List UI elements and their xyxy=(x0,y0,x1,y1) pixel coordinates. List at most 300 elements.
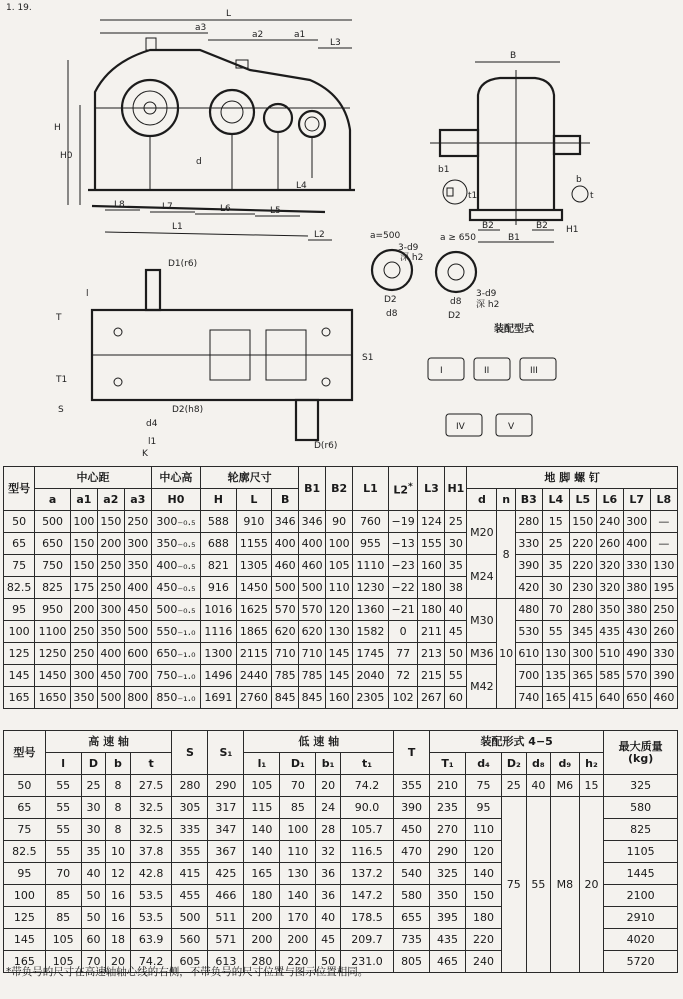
table1-row xyxy=(4,621,678,643)
flange-right-D2: D2 xyxy=(448,311,461,321)
bolt-value-cell: 510 xyxy=(596,643,623,665)
bolt-d-cell: M20 xyxy=(467,511,497,555)
high-speed-cell: 70 xyxy=(45,863,81,885)
table1-center-height-header: 中心高 xyxy=(151,467,200,489)
table1-value-cell: 150 xyxy=(70,555,97,577)
table1-row xyxy=(4,599,678,621)
high-speed-cell: 18 xyxy=(106,929,131,951)
table1-value-cell: 400 xyxy=(124,577,151,599)
flange-left-D2: D2 xyxy=(384,295,397,305)
S1-cell: 425 xyxy=(208,863,244,885)
table1-value-cell: 180 xyxy=(418,599,445,621)
table1-value-cell: 350 xyxy=(70,687,97,709)
bolt-d-cell: M36 xyxy=(467,643,497,665)
flange-right-title: a ≥ 650 xyxy=(440,233,476,243)
table1-value-cell: 1582 xyxy=(353,621,389,643)
dim-L: L xyxy=(226,9,232,19)
table1-value-cell: 160 xyxy=(418,555,445,577)
high-speed-cell: 55 xyxy=(45,775,81,797)
bolt-value-cell: 35 xyxy=(542,555,569,577)
table1-col-B1: B1 xyxy=(299,467,326,511)
table1-value-cell: 600 xyxy=(124,643,151,665)
low-speed-cell: 85 xyxy=(280,797,316,819)
flange-detail-right xyxy=(436,233,499,321)
low-speed-cell: 36 xyxy=(316,863,341,885)
high-speed-cell: 25 xyxy=(81,775,106,797)
table1-value-cell: 250 xyxy=(124,511,151,533)
table1-value-cell: 400 xyxy=(299,533,326,555)
bolt-value-cell: 260 xyxy=(650,621,677,643)
bolt-value-cell: 300 xyxy=(623,511,650,533)
table1-value-cell: 300₋₀.₅ xyxy=(151,511,200,533)
model-cell: 100 xyxy=(4,885,46,907)
table1-value-cell: 40 xyxy=(445,599,467,621)
table1-value-cell: 60 xyxy=(445,687,467,709)
table1-value-cell: 1230 xyxy=(353,577,389,599)
table1-value-cell: 2760 xyxy=(236,687,272,709)
table1-value-cell: 346 xyxy=(272,511,299,533)
table1-value-cell: 45 xyxy=(445,621,467,643)
assembly-types xyxy=(428,322,556,436)
high-speed-cell: 53.5 xyxy=(130,907,172,929)
table1-value-cell: 155 xyxy=(418,533,445,555)
table2-col-t1: t₁ xyxy=(340,753,393,775)
table1-value-cell: 785 xyxy=(272,665,299,687)
high-speed-cell: 8 xyxy=(106,797,131,819)
dim-L6: L6 xyxy=(220,204,231,214)
table1-value-cell: 2305 xyxy=(353,687,389,709)
bolt-value-cell: 230 xyxy=(569,577,596,599)
mass-cell: 2910 xyxy=(604,907,678,929)
dim-H1: H1 xyxy=(566,225,579,235)
high-speed-cell: 12 xyxy=(106,863,131,885)
low-speed-cell: 280 xyxy=(244,951,280,973)
table1-outline-header: 轮廓尺寸 xyxy=(201,467,299,489)
table1-value-cell: 130 xyxy=(326,621,353,643)
S1-cell: 317 xyxy=(208,797,244,819)
table1-value-cell: 550₋₁.₀ xyxy=(151,621,200,643)
table1-col-a2: a2 xyxy=(97,489,124,511)
dim-B1: B1 xyxy=(508,233,520,243)
table1-value-cell: 2115 xyxy=(236,643,272,665)
S1-cell: 511 xyxy=(208,907,244,929)
model-cell: 145 xyxy=(4,929,46,951)
d4-cell: 110 xyxy=(466,819,502,841)
bolt-d-cell: M24 xyxy=(467,555,497,599)
table1-value-cell: 1305 xyxy=(236,555,272,577)
table1-value-cell: 500 xyxy=(35,511,71,533)
bolt-d-cell: M30 xyxy=(467,599,497,643)
table1-value-cell: 700 xyxy=(124,665,151,687)
table1-value-cell: 100 xyxy=(70,511,97,533)
side-elevation-view xyxy=(430,51,594,243)
table1-value-cell: 300 xyxy=(70,665,97,687)
model-cell: 125 xyxy=(4,643,35,665)
low-speed-cell: 90.0 xyxy=(340,797,393,819)
table1-value-cell: 77 xyxy=(388,643,418,665)
flange-right-spec2: 深 h2 xyxy=(476,300,500,310)
table1-value-cell: 160 xyxy=(326,687,353,709)
table1-value-cell: 910 xyxy=(236,511,272,533)
table1-value-cell: 55 xyxy=(445,665,467,687)
bolt-value-cell: 430 xyxy=(623,621,650,643)
table1-col-L6: L6 xyxy=(596,489,623,511)
bolt-value-cell: 700 xyxy=(515,665,542,687)
bolt-value-cell: 15 xyxy=(542,511,569,533)
bolt-value-cell: 280 xyxy=(569,599,596,621)
S-cell: 335 xyxy=(172,819,208,841)
h2-cell: 20 xyxy=(579,797,604,973)
mass-cell: 5720 xyxy=(604,951,678,973)
table1-value-cell: 500 xyxy=(272,577,299,599)
table1-value-cell: 300 xyxy=(97,599,124,621)
table1-value-cell: −19 xyxy=(388,511,418,533)
bolt-value-cell: 435 xyxy=(596,621,623,643)
table2-col-d9: d₉ xyxy=(551,753,580,775)
T-cell: 355 xyxy=(394,775,430,797)
flange-left-spec1: 3-d9 xyxy=(398,243,419,253)
table1-row xyxy=(4,665,678,687)
low-speed-cell: 116.5 xyxy=(340,841,393,863)
table2-col-D1: D₁ xyxy=(280,753,316,775)
table1-row xyxy=(4,555,678,577)
high-speed-cell: 40 xyxy=(81,863,106,885)
low-speed-cell: 231.0 xyxy=(340,951,393,973)
table1-value-cell: 180 xyxy=(418,577,445,599)
table1-value-cell: 845 xyxy=(272,687,299,709)
high-speed-cell: 63.9 xyxy=(130,929,172,951)
table1-col-L3: L3 xyxy=(418,467,445,511)
bolt-value-cell: 570 xyxy=(623,665,650,687)
shaft-table xyxy=(3,730,678,973)
table1-col-H1: H1 xyxy=(445,467,467,511)
d4-cell: 140 xyxy=(466,863,502,885)
table1-value-cell: 35 xyxy=(445,555,467,577)
table1-value-cell: 845 xyxy=(299,687,326,709)
S1-cell: 347 xyxy=(208,819,244,841)
table1-value-cell: 688 xyxy=(201,533,237,555)
table1-value-cell: 1496 xyxy=(201,665,237,687)
high-speed-cell: 30 xyxy=(81,797,106,819)
low-speed-cell: 105.7 xyxy=(340,819,393,841)
model-cell: 75 xyxy=(4,555,35,577)
table1-value-cell: 1250 xyxy=(35,643,71,665)
flange-right-d8: d8 xyxy=(450,297,462,307)
S-cell: 415 xyxy=(172,863,208,885)
bolt-value-cell: 30 xyxy=(542,577,569,599)
table1-value-cell: −23 xyxy=(388,555,418,577)
high-speed-cell: 85 xyxy=(45,885,81,907)
table1-value-cell: 500 xyxy=(124,621,151,643)
table1-value-cell: 145 xyxy=(326,643,353,665)
table1-col-L4: L4 xyxy=(542,489,569,511)
table1-row xyxy=(4,511,678,533)
high-speed-cell: 74.2 xyxy=(130,951,172,973)
d9-cell: M6 xyxy=(551,775,580,797)
table1-value-cell: 588 xyxy=(201,511,237,533)
high-speed-cell: 20 xyxy=(106,951,131,973)
d4-cell: 95 xyxy=(466,797,502,819)
high-speed-cell: 32.5 xyxy=(130,819,172,841)
bolt-value-cell: 320 xyxy=(596,577,623,599)
table1-value-cell: 1300 xyxy=(201,643,237,665)
bolt-value-cell: 55 xyxy=(542,621,569,643)
low-speed-cell: 220 xyxy=(280,951,316,973)
S1-cell: 613 xyxy=(208,951,244,973)
table1-value-cell: 950 xyxy=(35,599,71,621)
table1-value-cell: 175 xyxy=(70,577,97,599)
low-speed-cell: 36 xyxy=(316,885,341,907)
high-speed-cell: 8 xyxy=(106,775,131,797)
low-speed-cell: 115 xyxy=(244,797,280,819)
bolt-value-cell: 135 xyxy=(542,665,569,687)
model-cell: 65 xyxy=(4,797,46,819)
high-speed-cell: 16 xyxy=(106,885,131,907)
dim-t1: t1 xyxy=(468,191,478,201)
bolt-value-cell: 380 xyxy=(623,599,650,621)
dim-l: l xyxy=(86,289,89,299)
T-cell: 450 xyxy=(394,819,430,841)
bolt-value-cell: 585 xyxy=(596,665,623,687)
S-cell: 500 xyxy=(172,907,208,929)
D2-cell: 25 xyxy=(502,775,527,797)
bolt-value-cell: — xyxy=(650,533,677,555)
assembly-type-4: IV xyxy=(456,422,465,432)
low-speed-cell: 45 xyxy=(316,929,341,951)
table2-assembly-header: 装配形式 4−5 xyxy=(430,731,604,753)
table1-value-cell: 955 xyxy=(353,533,389,555)
table1-value-cell: 450 xyxy=(124,599,151,621)
table1-value-cell: 1360 xyxy=(353,599,389,621)
plan-view xyxy=(55,259,373,459)
table1-value-cell: 650₋₁.₀ xyxy=(151,643,200,665)
bolt-value-cell: 250 xyxy=(650,599,677,621)
S1-cell: 466 xyxy=(208,885,244,907)
table1-col-H0: H0 xyxy=(151,489,200,511)
table1-value-cell: 211 xyxy=(418,621,445,643)
bolt-value-cell: 610 xyxy=(515,643,542,665)
low-speed-cell: 200 xyxy=(244,929,280,951)
bolt-value-cell: 420 xyxy=(515,577,542,599)
table1-value-cell: 100 xyxy=(326,533,353,555)
dim-L7: L7 xyxy=(162,202,173,212)
low-speed-cell: 105 xyxy=(244,775,280,797)
high-speed-cell: 27.5 xyxy=(130,775,172,797)
dimensions-table xyxy=(3,466,678,709)
bolt-value-cell: 350 xyxy=(596,599,623,621)
flange-left-spec2: 深 h2 xyxy=(400,253,424,263)
table2-col-D: D xyxy=(81,753,106,775)
high-speed-cell: 55 xyxy=(45,797,81,819)
low-speed-cell: 140 xyxy=(280,885,316,907)
mass-cell: 580 xyxy=(604,797,678,819)
table1-value-cell: 200 xyxy=(70,599,97,621)
table1-value-cell: 460 xyxy=(299,555,326,577)
high-speed-cell: 53.5 xyxy=(130,885,172,907)
d4-cell: 75 xyxy=(466,775,502,797)
T-cell: 540 xyxy=(394,863,430,885)
bolt-value-cell: 460 xyxy=(650,687,677,709)
table1-col-B3: B3 xyxy=(515,489,542,511)
d4-cell: 240 xyxy=(466,951,502,973)
table1-value-cell: 200 xyxy=(97,533,124,555)
low-speed-cell: 140 xyxy=(244,841,280,863)
model-cell: 95 xyxy=(4,863,46,885)
table1-value-cell: 450 xyxy=(97,665,124,687)
table2-col-l1: l₁ xyxy=(244,753,280,775)
bolt-value-cell: 345 xyxy=(569,621,596,643)
bolt-value-cell: 740 xyxy=(515,687,542,709)
table1-value-cell: 50 xyxy=(445,643,467,665)
table1-value-cell: 916 xyxy=(201,577,237,599)
table1-value-cell: 1110 xyxy=(353,555,389,577)
table2-col-h2: h₂ xyxy=(579,753,604,775)
table1-value-cell: 500 xyxy=(299,577,326,599)
bolt-value-cell: 390 xyxy=(650,665,677,687)
high-speed-cell: 37.8 xyxy=(130,841,172,863)
table1-value-cell: 710 xyxy=(272,643,299,665)
T1-cell: 395 xyxy=(430,907,466,929)
table1-col-a: a xyxy=(35,489,71,511)
T1-cell: 350 xyxy=(430,885,466,907)
low-speed-cell: 209.7 xyxy=(340,929,393,951)
bolt-value-cell: 165 xyxy=(542,687,569,709)
dim-D2h8: D2(h8) xyxy=(172,405,204,415)
T1-cell: 290 xyxy=(430,841,466,863)
table1-value-cell: 785 xyxy=(299,665,326,687)
model-cell: 82.5 xyxy=(4,841,46,863)
high-speed-cell: 35 xyxy=(81,841,106,863)
bolt-value-cell: 415 xyxy=(569,687,596,709)
table1-value-cell: 825 xyxy=(35,577,71,599)
high-speed-cell: 16 xyxy=(106,907,131,929)
table1-value-cell: 821 xyxy=(201,555,237,577)
bolt-value-cell: 150 xyxy=(569,511,596,533)
table1-value-cell: 400₋₀.₅ xyxy=(151,555,200,577)
table1-value-cell: 460 xyxy=(272,555,299,577)
mass-cell: 325 xyxy=(604,775,678,797)
d8-cell: 40 xyxy=(526,775,551,797)
table1-value-cell: 620 xyxy=(272,621,299,643)
flange-left-d8: d8 xyxy=(386,309,398,319)
dim-T: T xyxy=(56,313,62,323)
assembly-type-2: II xyxy=(484,366,490,376)
front-elevation-view xyxy=(54,9,355,240)
bolt-value-cell: 530 xyxy=(515,621,542,643)
S1-cell: 367 xyxy=(208,841,244,863)
T1-cell: 435 xyxy=(430,929,466,951)
high-speed-cell: 105 xyxy=(45,929,81,951)
table2-high-speed-header: 高 速 轴 xyxy=(45,731,172,753)
bolt-value-cell: 280 xyxy=(515,511,542,533)
table1-value-cell: 1625 xyxy=(236,599,272,621)
high-speed-cell: 55 xyxy=(45,819,81,841)
table1-value-cell: 850₋₁.₀ xyxy=(151,687,200,709)
table1-value-cell: 750 xyxy=(35,555,71,577)
table1-value-cell: 350 xyxy=(124,555,151,577)
table1-row xyxy=(4,577,678,599)
table2-model-header: 型号 xyxy=(4,731,46,775)
table1-value-cell: 1450 xyxy=(35,665,71,687)
high-speed-cell: 55 xyxy=(45,841,81,863)
assembly-type-3: III xyxy=(530,366,538,376)
assembly-type-1: I xyxy=(440,366,443,376)
bolt-n-cell: 10 xyxy=(497,599,515,709)
table1-value-cell: 250 xyxy=(97,577,124,599)
table2-col-d4: d₄ xyxy=(466,753,502,775)
low-speed-cell: 24 xyxy=(316,797,341,819)
table1-col-L2: L2* xyxy=(388,467,418,511)
bolt-value-cell: 640 xyxy=(596,687,623,709)
corner-mark: 1. 19. xyxy=(6,3,32,13)
bolt-value-cell: 650 xyxy=(623,687,650,709)
low-speed-cell: 28 xyxy=(316,819,341,841)
model-cell: 50 xyxy=(4,775,46,797)
low-speed-cell: 110 xyxy=(280,841,316,863)
bolt-value-cell: 480 xyxy=(515,599,542,621)
table1-value-cell: 213 xyxy=(418,643,445,665)
table2-col-b: b xyxy=(106,753,131,775)
dim-T1: T1 xyxy=(56,375,68,385)
table1-value-cell: 124 xyxy=(418,511,445,533)
T-cell: 805 xyxy=(394,951,430,973)
bolt-value-cell: 330 xyxy=(515,533,542,555)
table1-col-B2: B2 xyxy=(326,467,353,511)
dim-S: S xyxy=(58,405,64,415)
model-cell: 165 xyxy=(4,687,35,709)
table1-value-cell: 400 xyxy=(272,533,299,555)
S-cell: 560 xyxy=(172,929,208,951)
bolt-value-cell: 260 xyxy=(596,533,623,555)
d4-cell: 150 xyxy=(466,885,502,907)
bolt-value-cell: 390 xyxy=(515,555,542,577)
table1-value-cell: 1100 xyxy=(35,621,71,643)
table1-value-cell: 215 xyxy=(418,665,445,687)
model-cell: 75 xyxy=(4,819,46,841)
T-cell: 470 xyxy=(394,841,430,863)
table1-value-cell: 450₋₀.₅ xyxy=(151,577,200,599)
D2-cell: 75 xyxy=(502,797,527,973)
table1-col-L: L xyxy=(236,489,272,511)
flange-right-spec1: 3-d9 xyxy=(476,289,497,299)
mass-cell: 1445 xyxy=(604,863,678,885)
dim-t: t xyxy=(590,191,594,201)
table1-value-cell: 1745 xyxy=(353,643,389,665)
table1-col-d: d xyxy=(467,489,497,511)
model-cell: 125 xyxy=(4,907,46,929)
dim-a3: a3 xyxy=(195,23,207,33)
T1-cell: 325 xyxy=(430,863,466,885)
table1-value-cell: 570 xyxy=(272,599,299,621)
mass-cell: 1105 xyxy=(604,841,678,863)
table1-row xyxy=(4,687,678,709)
dim-L3: L3 xyxy=(330,38,341,48)
T1-cell: 465 xyxy=(430,951,466,973)
table2-max-mass-header: 最大质量 (kg) xyxy=(604,731,678,775)
table1-value-cell: 150 xyxy=(70,533,97,555)
T-cell: 580 xyxy=(394,885,430,907)
bolt-value-cell: 330 xyxy=(650,643,677,665)
T-cell: 735 xyxy=(394,929,430,951)
T-cell: 655 xyxy=(394,907,430,929)
table1-value-cell: 120 xyxy=(326,599,353,621)
table1-row xyxy=(4,533,678,555)
table1-value-cell: 800 xyxy=(124,687,151,709)
table1-center-distance-header: 中心距 xyxy=(35,467,152,489)
table1-value-cell: 2440 xyxy=(236,665,272,687)
low-speed-cell: 70 xyxy=(280,775,316,797)
low-speed-cell: 200 xyxy=(280,929,316,951)
